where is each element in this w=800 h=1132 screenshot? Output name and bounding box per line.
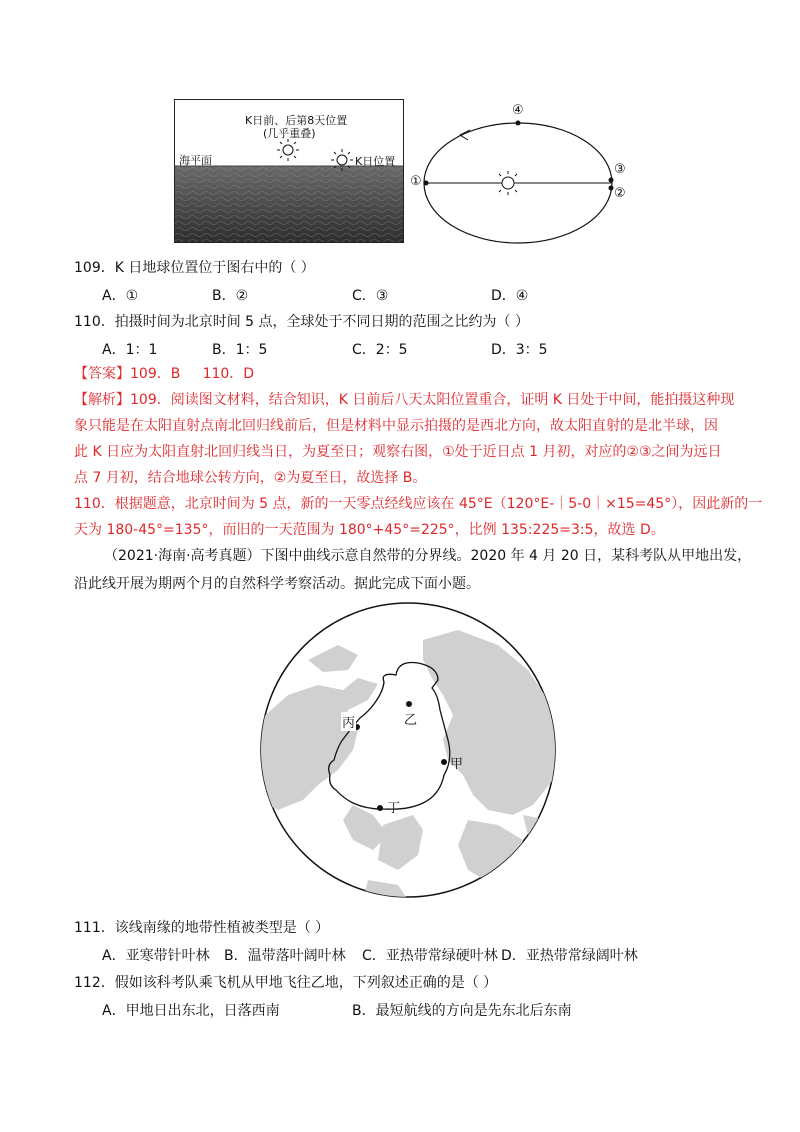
sunset-photo [174, 99, 404, 243]
sea-level-label: 海平面 [179, 154, 212, 167]
intro-line-2: 沿此线开展为期两个月的自然科学考察活动。据此完成下面小题。 [74, 576, 480, 592]
q111-option-c: C．亚热带常绿硬叶林 [362, 948, 498, 964]
orbit-diagram [408, 100, 638, 250]
map-label-jia: 甲 [450, 757, 464, 772]
question-110: 110．拍摄时间为北京时间 5 点，全球处于不同日期的范围之比约为（ ） [74, 314, 529, 330]
q112-option-a: A．甲地日出东北，日落西南 [102, 1003, 280, 1019]
answer-line: 【答案】109．B 110．D [74, 366, 255, 382]
orbit-point-3: ③ [614, 162, 626, 177]
analysis-line-3: 此 K 日应为太阳直射北回归线当日，为夏至日；观察右图，①处于近日点 1 月初，对应的②③之间为远日 [74, 444, 722, 460]
orbit-point-2: ② [614, 186, 626, 201]
analysis-line-1: 【解析】109．阅读图文材料，结合知识，K 日前后八天太阳位置重合，证明 K 日处于中间，能拍摄这种现 [74, 392, 735, 408]
analysis-line-4: 点 7 月初，结合地球公转方向，②为夏至日，故选择 B。 [74, 470, 427, 486]
question-111: 111．该线南缘的地带性植被类型是（ ） [74, 920, 330, 936]
map-label-ding: 丁 [387, 801, 401, 816]
photo-label-line1: K日前、后第8天位置 [245, 114, 348, 127]
map-label-bing: 丙 [341, 712, 356, 731]
photo-label-line2: (几乎重叠) [263, 127, 316, 140]
analysis-line-6: 天为 180-45°=135°，而旧的一天范围为 180°+45°=225°，比例 135:225=3:5，故选 D。 [74, 522, 665, 538]
q110-option-c: C．2：5 [352, 342, 408, 358]
analysis-line-5: 110．根据题意，北京时间为 5 点，新的一天零点经线应该在 45°E（120°E-｜5-0｜×15=45°），因此新的一 [74, 496, 763, 512]
map-label-yi: 乙 [403, 709, 418, 728]
analysis-line-2: 象只能是在太阳直射点南北回归线前后，但是材料中显示拍摄的是西北方向，故太阳直射的是北半球，因 [74, 418, 718, 434]
polar-map [248, 600, 568, 900]
q109-option-d: D．④ [491, 288, 529, 304]
q109-option-c: C．③ [352, 288, 389, 304]
q109-option-a: A．① [102, 288, 139, 304]
q112-option-b: B．最短航线的方向是先东北后东南 [352, 1003, 572, 1019]
q111-option-b: B．温带落叶阔叶林 [224, 948, 346, 964]
q111-option-d: D．亚热带常绿阔叶林 [501, 948, 638, 964]
question-109: 109．K 日地球位置位于图右中的（ ） [74, 260, 315, 276]
intro-line-1: （2021·海南·高考真题）下图中曲线示意自然带的分界线。2020 年 4 月 20 日，某科考队从甲地出发， [104, 548, 752, 564]
q109-option-b: B．② [212, 288, 249, 304]
k-day-label: K日位置 [355, 155, 396, 168]
sun-icon [277, 139, 299, 161]
orbit-point-4: ④ [512, 103, 524, 118]
question-112: 112．假如该科考队乘飞机从甲地飞往乙地，下列叙述正确的是（ ） [74, 975, 498, 991]
orbit-point-1: ① [410, 174, 422, 189]
q110-option-a: A．1：1 [102, 342, 158, 358]
q111-option-a: A．亚寒带针叶林 [102, 948, 210, 964]
q110-option-d: D．3：5 [491, 342, 548, 358]
q110-option-b: B．1：5 [212, 342, 268, 358]
